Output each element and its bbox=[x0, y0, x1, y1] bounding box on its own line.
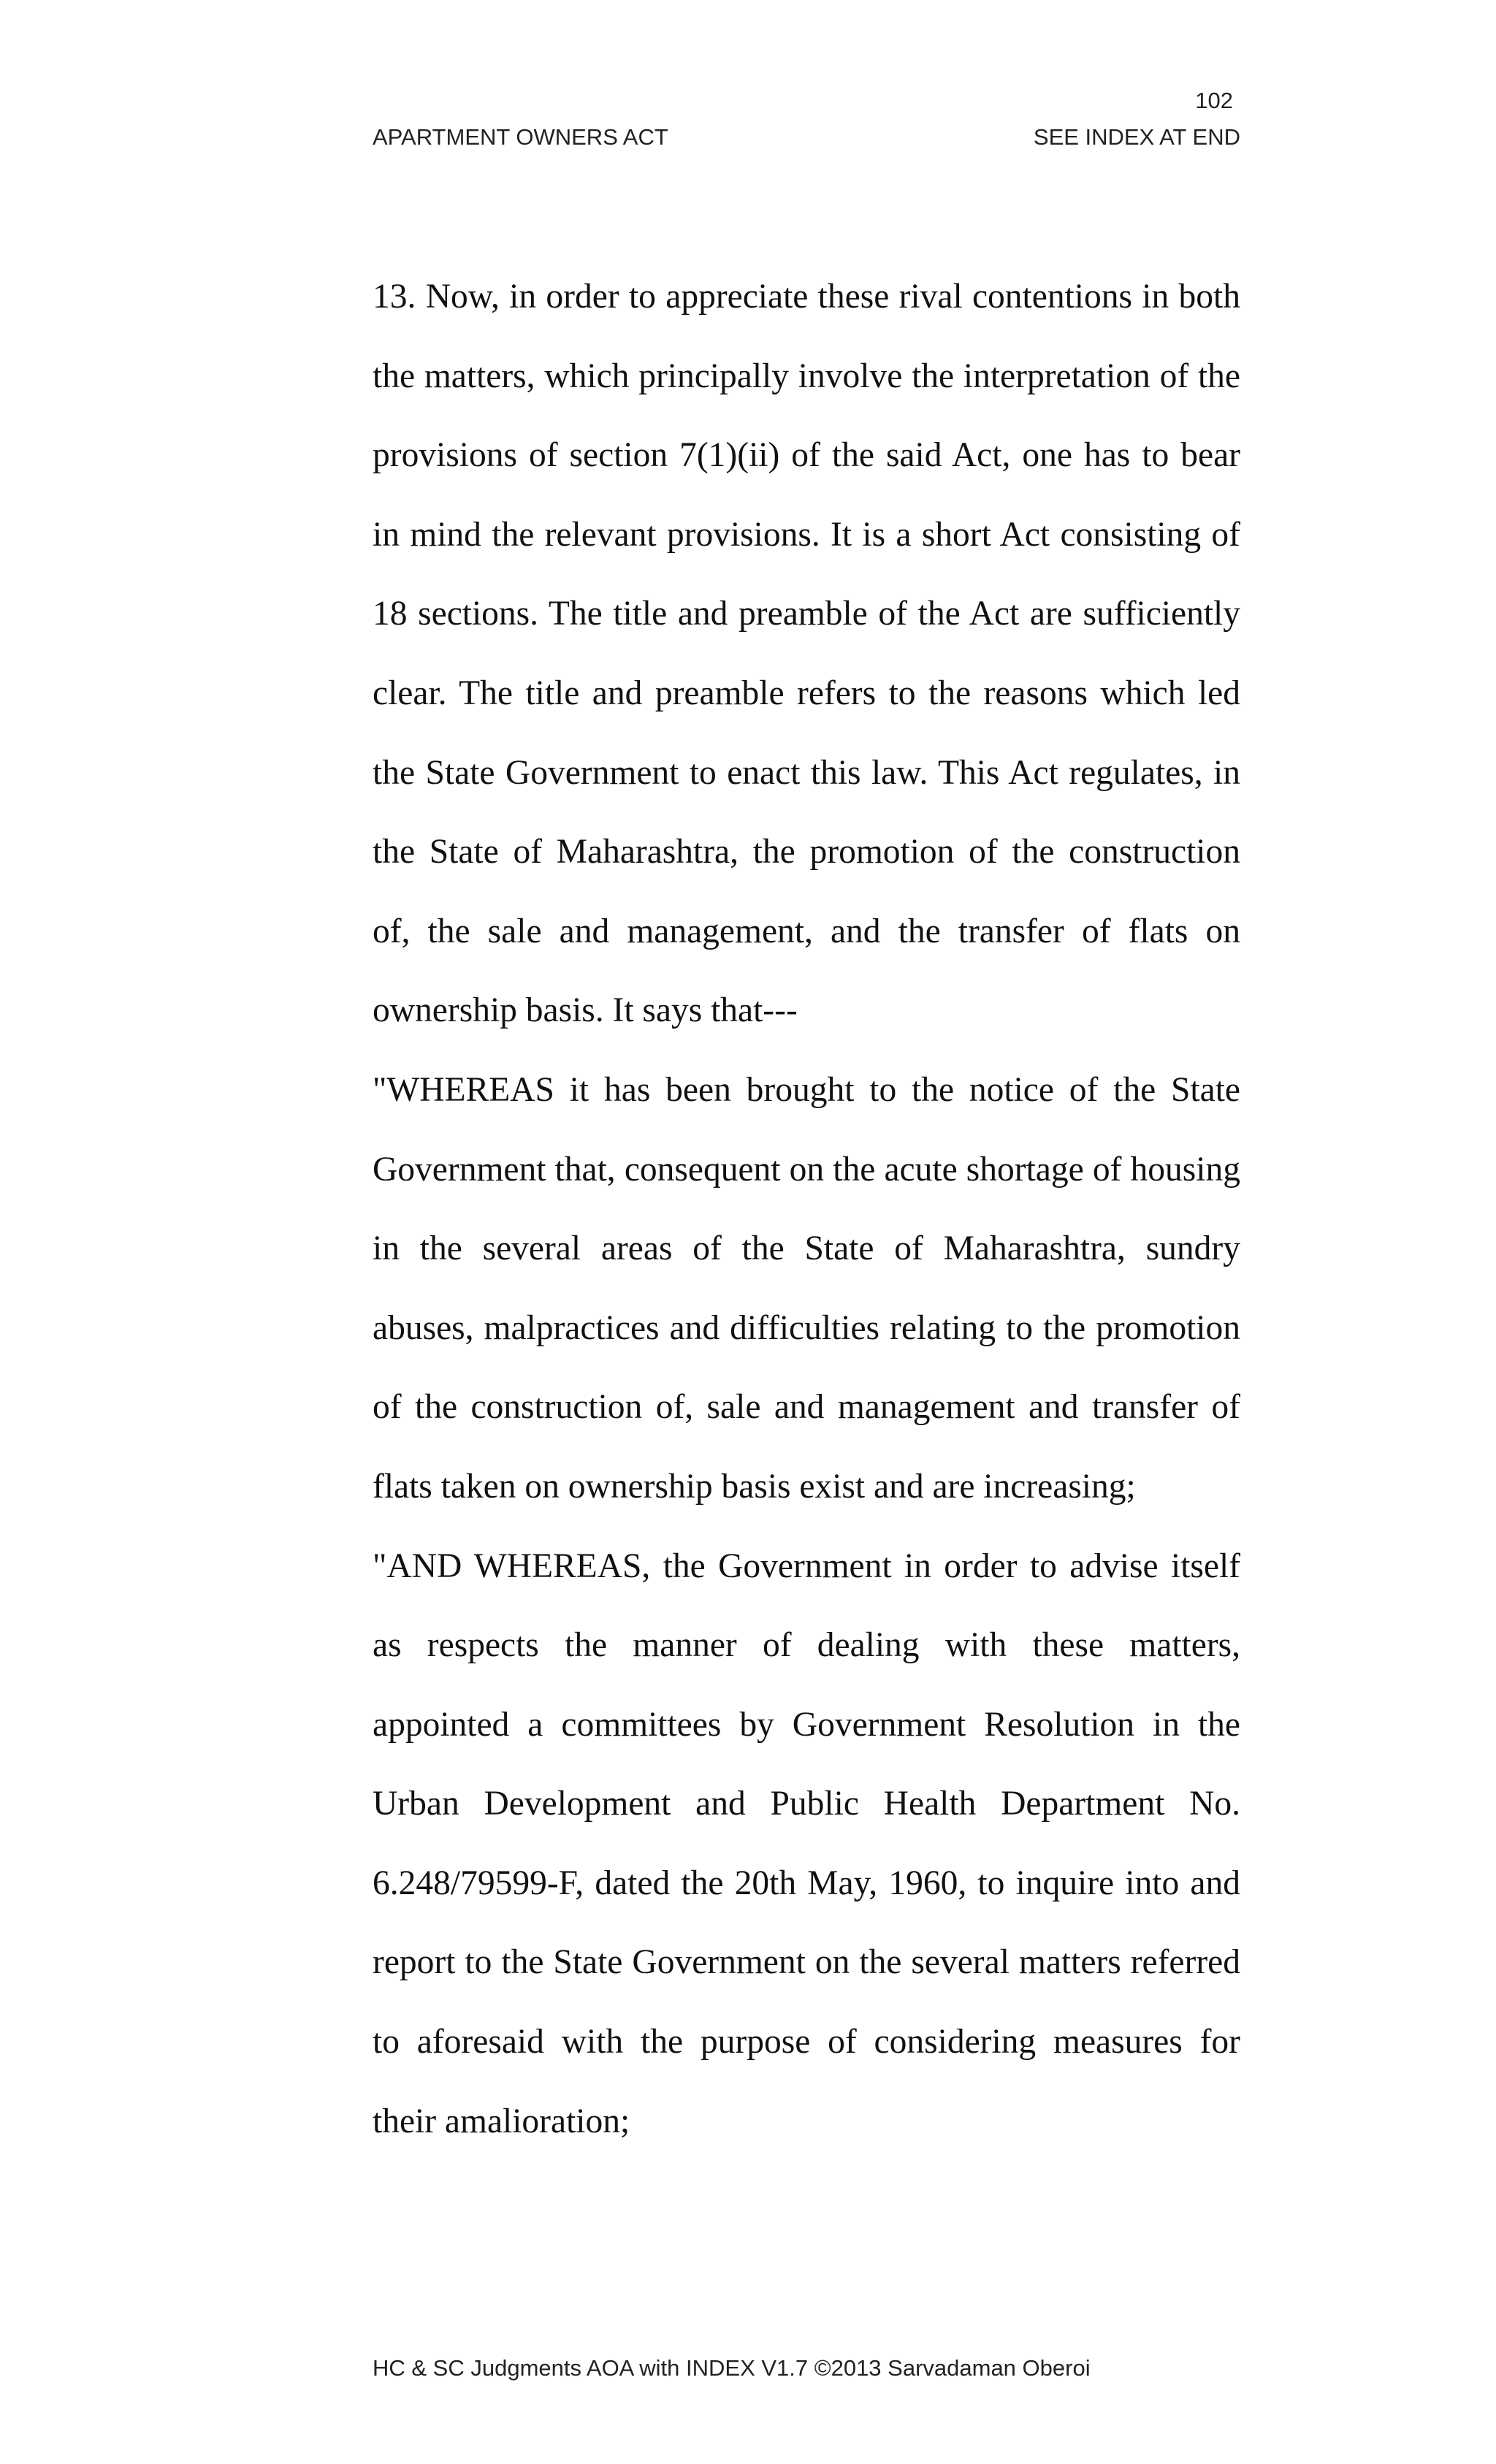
paragraph-whereas: "WHEREAS it has been brought to the notice of the State Government that, consequent on the acute shortage of housing in the several areas of the State of Maharashtra, sundry abuses, malpractices and difficulties relating to the promotion of the construction of, sale and management and transfer of flats taken on ownership basis exist and are increasing; bbox=[373, 1070, 1240, 1506]
page-footer: HC & SC Judgments AOA with INDEX V1.7 ©2013 Sarvadaman Oberoi bbox=[373, 2355, 1091, 2381]
header-title: APARTMENT OWNERS ACT bbox=[373, 124, 668, 150]
page-header bbox=[373, 123, 1240, 152]
page-number: 102 bbox=[1195, 88, 1233, 113]
document-body bbox=[373, 257, 1240, 2161]
paragraph-13: 13. Now, in order to appreciate these rival contentions in both the matters, which principally involve the interpretation of the provisions of section 7(1)(ii) of the said Act, one has to bear in mind the relevant provisions. It is a short Act consisting of 18 sections. The title and preamble of the Act are sufficiently clear. The title and preamble refers to the reasons which led the State Government to enact this law. This Act regulates, in the State of Maharashtra, the promotion of the construction of, the sale and management, and the transfer of flats on ownership basis. It says that--- bbox=[373, 278, 1240, 1030]
header-index-note: SEE INDEX AT END bbox=[1033, 124, 1240, 150]
paragraph-and-whereas: "AND WHEREAS, the Government in order to advise itself as respects the manner of dealing with these matters, appointed a committees by Government Resolution in the Urban Development and Public Health Department No. 6.248/79599-F, dated the 20th May, 1960, to inquire into and report to the State Government on the several matters referred to aforesaid with the purpose of considering measures for their amalioration; bbox=[373, 1546, 1240, 2140]
